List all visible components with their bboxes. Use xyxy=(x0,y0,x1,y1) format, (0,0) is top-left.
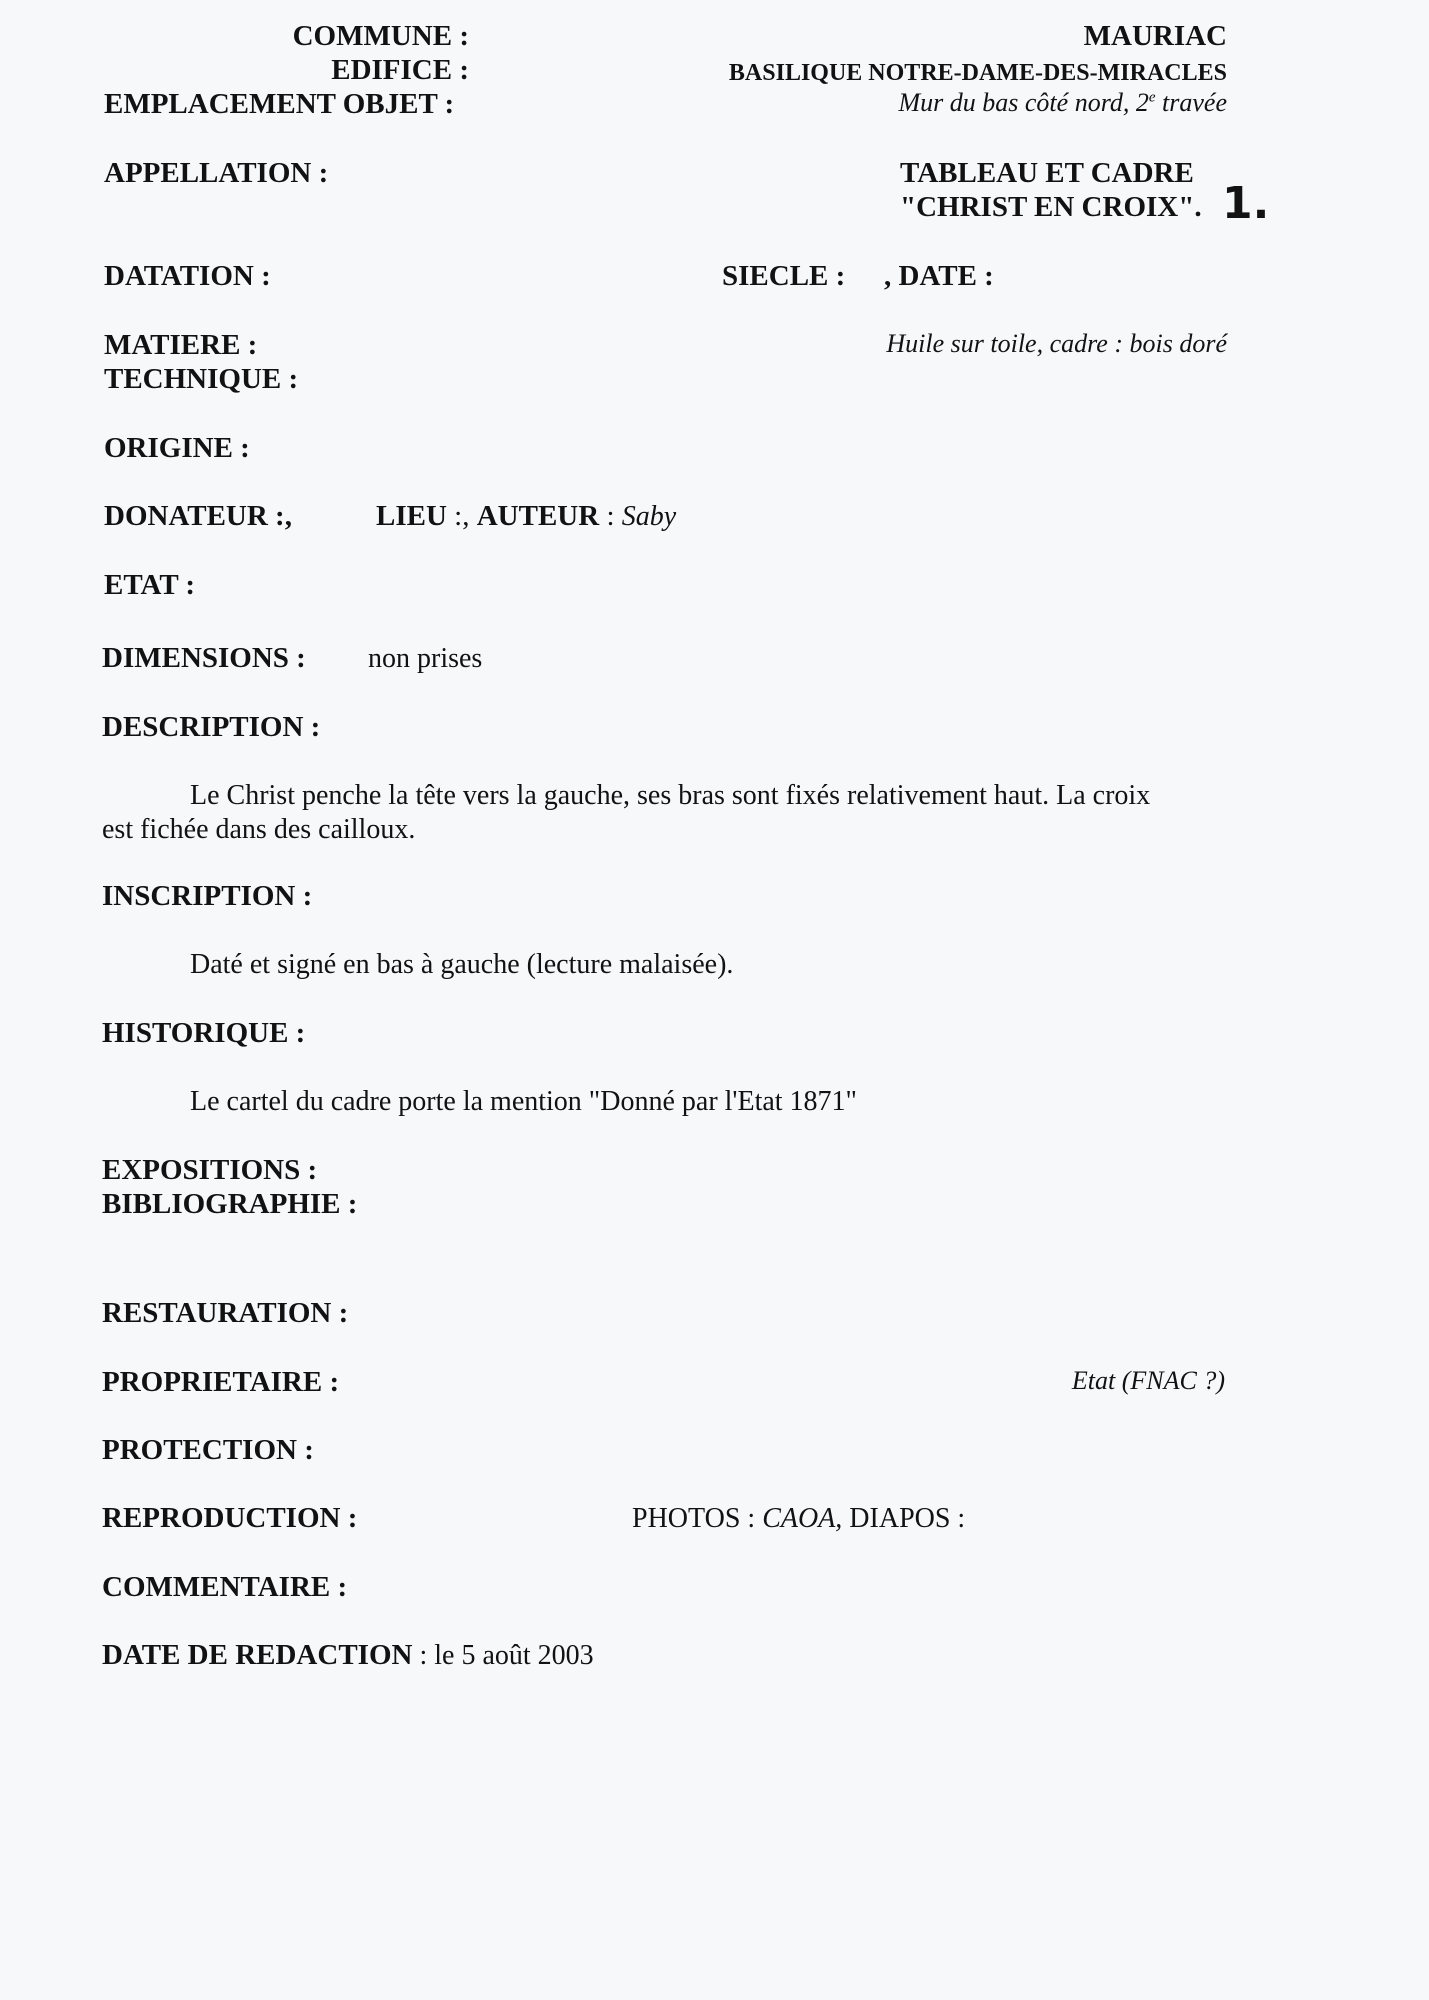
dimensions-value: non prises xyxy=(368,643,483,674)
redaction-sep: : xyxy=(412,1640,435,1671)
emplacement-label: EMPLACEMENT OBJET : xyxy=(104,88,455,120)
handwritten-number: 1. xyxy=(1222,178,1270,229)
inscription-label: INSCRIPTION : xyxy=(102,880,313,912)
datation-label: DATATION : xyxy=(104,260,271,292)
description-label: DESCRIPTION : xyxy=(102,711,321,743)
lieu-auteur-line xyxy=(376,500,676,533)
commune-value: MAURIAC xyxy=(1083,20,1227,52)
redaction-label: DATE DE REDACTION xyxy=(102,1639,413,1671)
photos-line xyxy=(632,1503,965,1535)
restauration-label: RESTAURATION : xyxy=(102,1297,349,1329)
redaction-line xyxy=(102,1639,594,1672)
date-label: , DATE : xyxy=(884,260,994,292)
bibliographie-label: BIBLIOGRAPHIE : xyxy=(102,1188,358,1220)
photos-label: PHOTOS : xyxy=(632,1503,763,1534)
origine-label: ORIGINE : xyxy=(104,432,250,464)
etat-label: ETAT : xyxy=(104,569,196,601)
redaction-value: le 5 août 2003 xyxy=(434,1640,594,1671)
edifice-label: EDIFICE : xyxy=(331,54,469,86)
protection-label: PROTECTION : xyxy=(102,1434,314,1466)
dimensions-label: DIMENSIONS : xyxy=(102,642,306,674)
expositions-label: EXPOSITIONS : xyxy=(102,1154,318,1186)
siecle-label: SIECLE : xyxy=(722,260,846,292)
commentaire-label: COMMENTAIRE : xyxy=(102,1571,348,1603)
technique-label: TECHNIQUE : xyxy=(104,363,299,395)
appellation-line2: "CHRIST EN CROIX". xyxy=(900,191,1202,223)
lieu-sep: :, xyxy=(446,500,477,532)
auteur-sep: : xyxy=(599,500,622,532)
historique-label: HISTORIQUE : xyxy=(102,1017,306,1049)
emplacement-value-post: travée xyxy=(1155,88,1227,117)
matiere-label: MATIERE : xyxy=(104,329,258,361)
auteur-value: Saby xyxy=(621,501,677,532)
lieu-label: LIEU xyxy=(376,500,447,532)
appellation-label: APPELLATION : xyxy=(104,157,329,189)
auteur-label: AUTEUR xyxy=(476,500,600,532)
commune-label: COMMUNE : xyxy=(292,20,469,52)
donateur-label: DONATEUR :, xyxy=(104,500,292,532)
description-line1: Le Christ penche la tête vers la gauche, ses bras sont fixés relativement haut. La croix xyxy=(190,780,1151,811)
reproduction-label: REPRODUCTION : xyxy=(102,1502,358,1534)
photos-value: CAOA, xyxy=(762,1503,843,1534)
proprietaire-label: PROPRIETAIRE : xyxy=(102,1366,340,1398)
appellation-line1: TABLEAU ET CADRE xyxy=(900,157,1194,189)
emplacement-value-sup: e xyxy=(1148,89,1156,106)
edifice-value: BASILIQUE NOTRE-DAME-DES-MIRACLES xyxy=(728,60,1227,86)
historique-text: Le cartel du cadre porte la mention "Donné par l'Etat 1871" xyxy=(190,1086,857,1117)
description-line2: est fichée dans des cailloux. xyxy=(102,814,416,845)
matiere-value: Huile sur toile, cadre : bois doré xyxy=(886,329,1227,358)
emplacement-value-text: Mur du bas côté nord, 2 xyxy=(898,88,1149,117)
inscription-text: Daté et signé en bas à gauche (lecture malaisée). xyxy=(190,949,734,980)
emplacement-value xyxy=(899,88,1228,118)
diapos-label: DIAPOS : xyxy=(842,1503,966,1534)
proprietaire-value: Etat (FNAC ?) xyxy=(1071,1366,1225,1395)
